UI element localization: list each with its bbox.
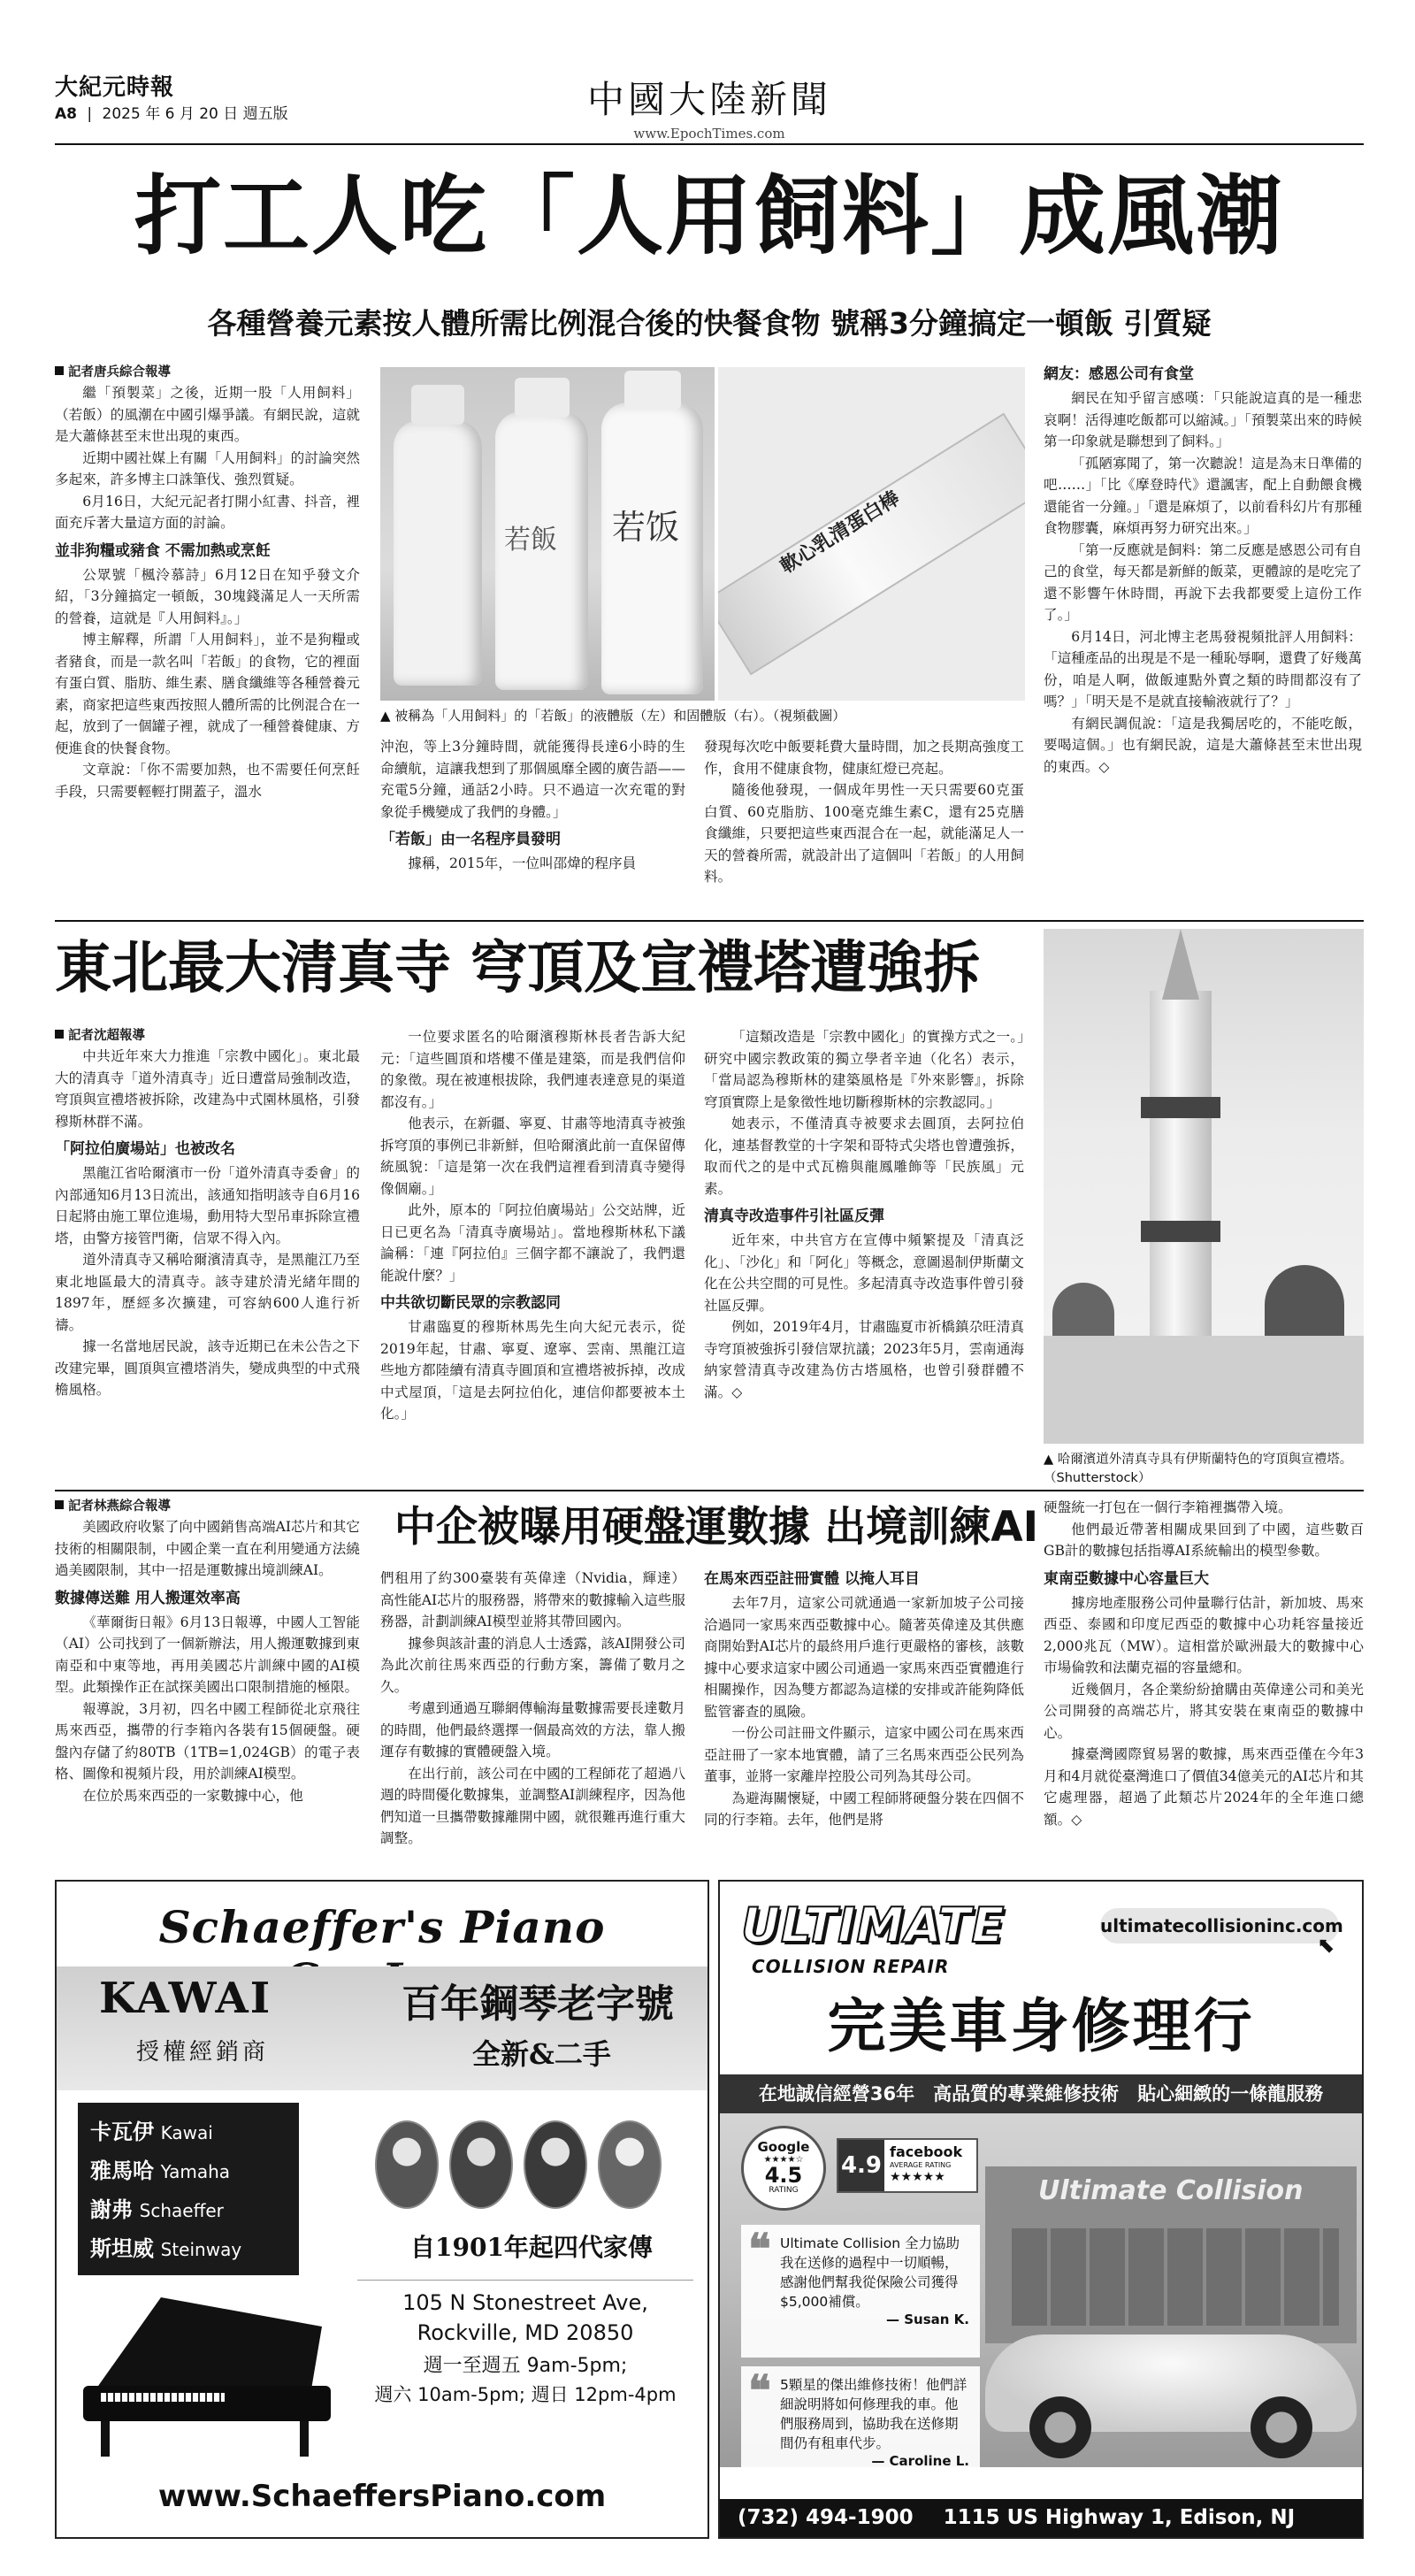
story2-col1-subhead: 「阿拉伯廣場站」也被改名 bbox=[55, 1140, 235, 1158]
paragraph: 「第一反應就是飼料：第二反應是感恩公司有自己的食堂，每天都是新鮮的飯菜，更體諒的是吃完了還不影響午休時間，再說下去我都要愛上這份工作了。」 bbox=[1044, 541, 1362, 623]
story2-photo-caption: ▲ 哈爾濱道外清真寺具有伊斯蘭特色的穹頂與宣禮塔。（Shutterstock） bbox=[1044, 1453, 1353, 1485]
bottle-cap bbox=[411, 385, 464, 425]
paragraph: 一份公司註冊文件顯示，這家中國公司在馬來西亞註冊了一家本地實體，請了三名馬來西亞公民列為董事，並將一家離岸控股公司列為其母公司。 bbox=[704, 1725, 1024, 1784]
story2-column-3 bbox=[704, 1026, 1024, 1403]
collision-contact-bar bbox=[720, 2499, 1362, 2567]
ultimate-logo: ULTIMATE bbox=[741, 1898, 1006, 1953]
paragraph: 有網民調侃說：「這是我獨居吃的，不能吃飯，要喝這個。」也有網民說，這是大蕭條甚至末世出現的東西。◇ bbox=[1044, 715, 1362, 775]
review-author: — Caroline L. bbox=[871, 2453, 969, 2469]
star-rating-icon: ★★★★★ bbox=[890, 2170, 945, 2184]
paragraph: 去年7月，這家公司就通過一家新加坡子公司接洽過同一家馬來西亞數據中心。隨著英偉達及其供應商開始對AI芯片的最終用戶進行更嚴格的審核，該數據中心要求這家中國公司通過一家馬來西亞實體進行相關操作，因為雙方都認為這樣的安排或許能夠降低監管審查的風險。 bbox=[704, 1595, 1024, 1720]
story1-col2-subhead: 「若飯」由一名程序員發明 bbox=[380, 831, 561, 848]
story3-column-4 bbox=[1044, 1497, 1364, 1830]
brand-item bbox=[90, 2230, 287, 2269]
paragraph: 她表示，不僅清真寺被要求去圓頂，去阿拉伯化，連基督教堂的十字架和哥特式尖塔也曾遭強拆，取而代之的是中式瓦檐與龍鳳雕飾等「民族風」元素。 bbox=[704, 1116, 1024, 1197]
paragraph: 「這類改造是「宗教中國化」的實操方式之一。」研究中國宗教政策的獨立學者辛迪（化名）表示，「當局認為穆斯林的建築風格是『外來影響』，拆除穹頂實際上是象徵性地切斷穆斯林的宗教認同。」 bbox=[704, 1029, 1024, 1110]
collision-phone[interactable]: (732) 494-1900 bbox=[738, 2506, 914, 2529]
protein-bar-package bbox=[718, 413, 1025, 676]
story1-byline-text: 記者唐兵綜合報導 bbox=[68, 365, 171, 380]
piano-address-line-2: Rockville, MD 20850 bbox=[417, 2320, 634, 2345]
bottle-shape bbox=[601, 402, 703, 694]
paragraph: 硬盤統一打包在一個行李箱裡攜帶入境。 bbox=[1044, 1499, 1292, 1515]
paragraph: 道外清真寺又稱哈爾濱清真寺，是黑龍江乃至東北地區最大的清真寺。該寺建於清光緒年間的1897年，歷經多次擴建，可容納600人進行祈禱。 bbox=[55, 1252, 360, 1333]
story1-photo-bottles bbox=[380, 367, 715, 701]
facebook-score: 4.9 bbox=[838, 2140, 884, 2191]
story3-col4-subhead: 東南亞數據中心容量巨大 bbox=[1044, 1569, 1209, 1588]
story1-subhead: 各種營養元素按人體所需比例混合後的快餐食物 號稱3分鐘搞定一頓飯 引質疑 bbox=[207, 306, 1212, 341]
piano-body bbox=[83, 2386, 331, 2421]
paragraph: 《華爾街日報》6月13日報導，中國人工智能（AI）公司找到了一個新辦法，用人搬運數據到東南亞和中東等地，再用美國芯片訓練中國的AI模型。此類操作正在試探美國出口限制措施的極限。 bbox=[55, 1614, 360, 1695]
byline-square-icon bbox=[55, 1500, 64, 1509]
paragraph: 博主解釋，所謂「人用飼料」，並不是狗糧或者豬食，而是一款名叫「若飯」的食物，它的裡面有蛋白質、脂肪、維生素、膳食纖維等各種營養元素，商家把這些東西按照人體所需的比例混合在一起，放到了一個罐子裡，就成了一種營養健康、方便進食的快餐食物。 bbox=[55, 632, 360, 756]
collision-address: 1115 US Highway 1, Edison, NJ 08837 bbox=[720, 2506, 1296, 2567]
story-divider bbox=[55, 1490, 1364, 1491]
byline-square-icon bbox=[55, 366, 64, 375]
paragraph: 近幾個月，各企業紛紛搶購由英偉達公司和美光公司開發的高端芯片，將其安裝在東南亞的數據中心。 bbox=[1044, 1681, 1364, 1741]
paragraph: 據參與該計畫的消息人士透露，該AI開發公司為此次前往馬來西亞的行動方案，籌備了數月之久。 bbox=[380, 1635, 685, 1695]
website-url: www.EpochTimes.com bbox=[633, 126, 785, 142]
brand-item-en: Steinway bbox=[160, 2239, 242, 2260]
brand-item-zh: 斯坦威 bbox=[90, 2236, 154, 2261]
piano-hours-1: 週一至週五 9am-5pm; bbox=[423, 2355, 628, 2377]
paragraph: 近期中國社媒上有關「人用飼料」的討論突然多起來，許多博主口誅筆伐、強烈質疑。 bbox=[55, 449, 360, 487]
bottle-shape bbox=[394, 420, 482, 686]
protein-bar-label: 軟心乳清蛋白棒 bbox=[776, 486, 904, 579]
story3-headline: 中企被曝用硬盤運數據 出境訓練AI bbox=[394, 1503, 1039, 1552]
bottle-label-text: 若饭 bbox=[612, 508, 680, 547]
story2-byline bbox=[55, 1026, 360, 1046]
story1-photo-caption: ▲ 被稱為「人用飼料」的「若飯」的液體版（左）和固體版（右）。（視頻截圖） bbox=[380, 708, 846, 724]
page-info-separator: | bbox=[87, 105, 93, 123]
masthead-rule bbox=[55, 143, 1364, 145]
brand-item bbox=[90, 2191, 287, 2230]
paragraph: 公眾號「楓泠慕詩」6月12日在知乎發文介紹，「3分鐘搞定一頓飯，30塊錢滿足人一天所需的營養，這就是『人用飼料』。」 bbox=[55, 566, 360, 626]
bottle-label-text: 若飯 bbox=[504, 525, 557, 556]
paragraph: 例如，2019年4月，甘肅臨夏市祈橋鎮尕旺清真寺穹頂被強拆引發信眾抗議；2023年5月，雲南通海納家營清真寺改建為仿古塔風格，也曾引發群體不滿。◇ bbox=[704, 1319, 1024, 1400]
quote-icon: ❝ bbox=[748, 2225, 771, 2274]
byline-square-icon bbox=[55, 1030, 64, 1039]
paragraph: 中共近年來大力推進「宗教中國化」。東北最大的清真寺「道外清真寺」近日遭當局強制改造，穹頂與宣禮塔被拆除，改建為中式園林風格，引發穆斯林群不滿。 bbox=[55, 1048, 360, 1130]
brand-item-zh: 雅馬哈 bbox=[90, 2158, 154, 2183]
google-label: Google bbox=[757, 2139, 810, 2155]
piano-hours-2: 週六 10am-5pm; 週日 12pm-4pm bbox=[374, 2384, 677, 2405]
paragraph: 在出行前，該公司在中國的工程師花了超過八週的時間優化數據集，並調整AI訓練程序，因為他們知道一旦攜帶數據離開中國，就很難再進行重大調整。 bbox=[380, 1765, 685, 1846]
google-score: 4.5 bbox=[764, 2163, 803, 2188]
paragraph: 美國政府收緊了向中國銷售高端AI芯片和其它技術的相關限制，中國企業一直在利用變通方法繞過美國限制，其中一招是運數據出境訓練AI。 bbox=[55, 1519, 360, 1578]
collision-url[interactable]: ultimatecollisioninc.com bbox=[1100, 1908, 1339, 1944]
brand-item-en: Schaeffer bbox=[139, 2200, 224, 2221]
paragraph: 沖泡，等上3分鐘時間，就能獲得長達6小時的生命續航，這讓我想到了那個風靡全國的廣告語——充電5分鐘，通話2小時。只不過這一次充電的對象從手機變成了我們的身體。」 bbox=[380, 739, 685, 820]
minaret-spire bbox=[1162, 929, 1199, 1000]
review-card bbox=[741, 2366, 980, 2499]
story3-byline-text: 記者林燕綜合報導 bbox=[68, 1499, 171, 1514]
paragraph: 他們最近帶著相關成果回到了中國，這些數百GB計的數據包括指導AI系統輸出的模型參數。 bbox=[1044, 1521, 1364, 1559]
review-card bbox=[741, 2225, 980, 2358]
paragraph: 甘肅臨夏的穆斯林馬先生向大紀元表示，從2019年起，甘肅、寧夏、遼寧、雲南、黑龍江這些地方都陸續有清真寺圓頂和宣禮塔被拆掉，改成中式屋頂，「這是去阿拉伯化，連信仰都要被本土化。」 bbox=[380, 1319, 685, 1422]
paragraph: 發現每次吃中飯要耗費大量時間，加之長期高強度工作，食用不健康食物，健康紅燈已亮起。 bbox=[704, 739, 1024, 777]
story2-byline-text: 記者沈超報導 bbox=[68, 1029, 145, 1043]
facebook-sub: AVERAGE RATING bbox=[890, 2161, 952, 2169]
car-wheel bbox=[1251, 2396, 1312, 2458]
masthead bbox=[55, 64, 1364, 152]
story1-column-3 bbox=[704, 736, 1024, 888]
story2-column-1 bbox=[55, 1026, 360, 1401]
paragraph: 在位於馬來西亞的一家數據中心，他 bbox=[82, 1787, 303, 1804]
ultimate-logo-sub: COLLISION REPAIR bbox=[752, 1956, 950, 1977]
paragraph: 為避海關懷疑，中國工程師將硬盤分裝在四個不同的行李箱。去年，他們是將 bbox=[704, 1790, 1024, 1828]
piano-ad-title: Schaeffer's Piano bbox=[158, 1901, 606, 1953]
story2-col3-subhead: 清真寺改造事件引社區反彈 bbox=[704, 1208, 884, 1225]
story1-sidebar bbox=[1044, 363, 1362, 778]
family-portrait bbox=[449, 2120, 513, 2209]
story1-col1-subhead: 並非狗糧或豬食 不需加熱或烹飪 bbox=[55, 541, 271, 560]
piano-leg bbox=[101, 2421, 110, 2457]
piano-website[interactable]: www.SchaeffersPiano.com bbox=[157, 2479, 607, 2514]
collision-tagline: 在地誠信經營36年 高品質的專業維修技術 貼心細緻的一條龍服務 bbox=[720, 2074, 1362, 2113]
brand-item-zh: 謝弗 bbox=[90, 2197, 133, 2222]
authorized-dealer: 授權經銷商 bbox=[136, 2039, 270, 2066]
paragraph: 網民在知乎留言感嘆：「只能說這真的是一種悲哀啊！活得連吃飯都可以縮減。」「預製菜出來的時候第一印象就是聯想到了飼料。」 bbox=[1044, 390, 1362, 449]
collision-ad[interactable] bbox=[718, 1880, 1364, 2567]
cursor-icon: ⬉ bbox=[1317, 1933, 1335, 1958]
newspaper-logo: 大紀元時報 bbox=[55, 74, 175, 101]
star-rating-icon: ★★★★☆ bbox=[763, 2155, 804, 2165]
page-number: A8 bbox=[55, 105, 77, 123]
paragraph: 黑龍江省哈爾濱市一份「道外清真寺委會」的內部通知6月13日流出，該通知指明該寺自6月16日起將由施工單位進場，動用特大型吊車拆除宣禮塔，由警方接管門衛，信眾不得入內。 bbox=[55, 1165, 360, 1246]
piano-address-line-1: 105 N Stonestreet Ave, bbox=[402, 2290, 648, 2315]
piano-lid bbox=[92, 2297, 322, 2395]
paragraph: 此外，原本的「阿拉伯廣場站」公交站牌，近日已更名為「清真寺廣場站」。當地穆斯林私下議論稱：「連『阿拉伯』三個字都不讓說了，我們還能說什麼？」 bbox=[380, 1202, 685, 1284]
paragraph: 他表示，在新疆、寧夏、甘肅等地清真寺被強拆穹頂的事例已非新鮮，但哈爾濱此前一直保留傳統風貌：「這是第一次在我們這裡看到清真寺變得像個廟。」 bbox=[380, 1116, 685, 1197]
paragraph: 據臺灣國際貿易署的數據，馬來西亞僅在今年3月和4月就從臺灣進口了價值34億美元的AI芯片和其它處理器，超過了此類芯片2024年的全年進口總額。◇ bbox=[1044, 1746, 1364, 1828]
story1-headline: 打工人吃「人用飼料」成風潮 bbox=[134, 165, 1284, 267]
piano-keys bbox=[101, 2393, 225, 2402]
story3-byline bbox=[55, 1497, 360, 1516]
paragraph: 考慮到通過互聯網傳輸海量數據需要長達數月的時間，他們最終選擇一個最高效的方法，靠人搬運存有數據的實體硬盤入境。 bbox=[380, 1700, 685, 1760]
brand-item-en: Kawai bbox=[160, 2122, 213, 2143]
family-portrait bbox=[598, 2120, 662, 2209]
dome-shape bbox=[1265, 1265, 1344, 1345]
story1-byline bbox=[55, 363, 360, 382]
brand-item bbox=[90, 2113, 287, 2152]
issue-date: 2025 年 6 月 20 日 週五版 bbox=[102, 105, 288, 123]
paragraph: 「孤陋寡聞了，第一次聽說！這是為末日準備的吧……」「比《摩登時代》還諷害，配上自動餵食機還能省一分鐘。」「還是麻煩了，以前看科幻片有那種食物膠囊，麻煩再努力研究出來。」 bbox=[1044, 455, 1362, 536]
piano-ad[interactable] bbox=[55, 1880, 709, 2539]
mosque-building bbox=[1044, 1336, 1364, 1444]
story2-column-2 bbox=[380, 1026, 685, 1425]
story1-column-2 bbox=[380, 736, 685, 875]
paragraph: 繼「預製菜」之後，近期一股「人用飼料」（若飯）的風潮在中國引爆爭議。有網民說，這就是大蕭條甚至末世出現的東西。 bbox=[55, 385, 360, 444]
story3-column-2 bbox=[380, 1568, 685, 1850]
shop-window bbox=[1012, 2228, 1339, 2326]
minaret-band bbox=[1141, 1221, 1220, 1242]
facebook-label: facebook bbox=[890, 2143, 963, 2160]
google-sub: RATING bbox=[769, 2186, 799, 2195]
story3-col1-subhead: 數據傳送難 用人搬運效率高 bbox=[55, 1589, 241, 1607]
brand-item-zh: 卡瓦伊 bbox=[90, 2120, 154, 2144]
piano-since: 自1901年起四代家傳 bbox=[410, 2233, 653, 2262]
quote-icon: ❝ bbox=[748, 2366, 771, 2416]
paragraph: 近年來，中共官方在宣傳中頻繁提及「清真泛化」、「沙化」和「阿化」等概念，意圖遏制伊斯蘭文化在公共空間的可見性。多起清真寺改造事件曾引發社區反彈。 bbox=[704, 1232, 1024, 1314]
review-text: 5顆星的傑出維修技術！他們詳細說明將如何修理我的車。他們服務周到，協助我在送修期間仍有租車代步。 bbox=[780, 2377, 968, 2451]
paragraph: 文章說：「你不需要加熱，也不需要任何烹飪手段，只需要輕輕打開蓋子，溫水 bbox=[55, 762, 360, 800]
piano-brand-list bbox=[78, 2103, 299, 2275]
review-text: Ultimate Collision 全力協助我在送修的過程中一切順暢，感謝他們幫我從保險公司獲得$5,000補償。 bbox=[780, 2235, 960, 2310]
section-title: 中國大陸新聞 bbox=[586, 78, 831, 121]
story3-column-3 bbox=[704, 1568, 1024, 1831]
story2-col2-subhead: 中共欲切斷民眾的宗教認同 bbox=[380, 1294, 561, 1312]
paragraph: 隨後他發現，一個成年男性一天只需要60克蛋白質、60克脂肪、100毫克維生素C，還有25克膳食纖維，只要把這些東西混合在一起，就能滿足人一天的營養所需，就設計出了這個叫「若飯」的人用飼料。 bbox=[704, 782, 1024, 885]
story1-column-1 bbox=[55, 363, 360, 802]
review-author: — Susan K. bbox=[886, 2312, 969, 2327]
piano-new-used: 全新&二手 bbox=[472, 2037, 611, 2071]
story2-photo-mosque bbox=[1044, 929, 1364, 1444]
shop-sign: Ultimate Collision bbox=[1038, 2175, 1304, 2206]
bottle-cap bbox=[624, 371, 681, 410]
paragraph: 一位要求匿名的哈爾濱穆斯林長者告訴大紀元：「這些圓頂和塔樓不僅是建築，而是我們信仰的象徵。現在被連根拔除，我們連表達意見的渠道都沒有。」 bbox=[380, 1029, 685, 1110]
piano-slogan: 百年鋼琴老字號 bbox=[402, 1982, 674, 2027]
minaret-band bbox=[1141, 1097, 1220, 1118]
paragraph: 6月16日，大紀元記者打開小紅書、抖音，裡面充斥著大量這方面的討論。 bbox=[55, 493, 360, 531]
story2-headline: 東北最大清真寺 穹頂及宣禮塔遭強拆 bbox=[55, 936, 981, 1001]
family-portrait bbox=[375, 2120, 439, 2209]
story-divider bbox=[55, 920, 1364, 922]
paragraph: 6月14日，河北博主老馬發視頻批評人用飼料：「這種產品的出現是不是一種恥辱啊，還費了好幾萬份，咱是人啊，做飯連點外賣之類的時間都沒有了嗎？」「明天是不是就直接輸液就行了？」 bbox=[1044, 628, 1362, 709]
story1-sidebar-subhead: 網友：感恩公司有食堂 bbox=[1044, 365, 1194, 383]
piano-leg bbox=[300, 2421, 309, 2457]
story1-photo-protein-bar bbox=[718, 367, 1025, 701]
story3-col3-subhead: 在馬來西亞註冊實體 以掩人耳目 bbox=[704, 1570, 920, 1588]
facebook-rating-badge bbox=[837, 2138, 978, 2193]
google-rating-badge bbox=[741, 2126, 826, 2211]
bottle-cap bbox=[515, 378, 570, 418]
brand-item bbox=[90, 2152, 287, 2191]
paragraph: 據稱，2015年，一位叫邵煒的程序員 bbox=[408, 855, 637, 871]
kawai-logo: KAWAI bbox=[99, 1974, 272, 2023]
family-portrait bbox=[524, 2120, 587, 2209]
grand-piano-image bbox=[74, 2297, 340, 2457]
brand-item-en: Yamaha bbox=[160, 2161, 231, 2182]
story3-column-1 bbox=[55, 1497, 360, 1806]
collision-title: 完美車身修理行 bbox=[827, 1992, 1255, 2060]
paragraph: 報導說，3月初，四名中國工程師從北京飛往馬來西亞，攜帶的行李箱內各裝有15個硬盤。硬盤內存儲了約80TB（1TB=1,024GB）的電子表格、圖像和視頻片段，用於訓練AI模型。 bbox=[55, 1700, 360, 1782]
paragraph: 據一名當地居民說，該寺近期已在未公告之下改建完畢，圓頂與宣禮塔消失，變成典型的中式飛檐風格。 bbox=[55, 1338, 360, 1398]
paragraph: 們租用了約300臺裝有英偉達（Nvidia，輝達）高性能AI芯片的服務器，將帶來的數據輸入這些服務器，計劃訓練AI模型並將其帶回國內。 bbox=[380, 1570, 685, 1629]
paragraph: 據房地產服務公司仲量聯行估計，新加坡、馬來西亞、泰國和印度尼西亞的數據中心功耗容量接近2,000兆瓦（MW）。這相當於歐洲最大的數據中心市場倫敦和法蘭克福的容量總和。 bbox=[1044, 1594, 1364, 1675]
car-wheel bbox=[1029, 2396, 1091, 2458]
